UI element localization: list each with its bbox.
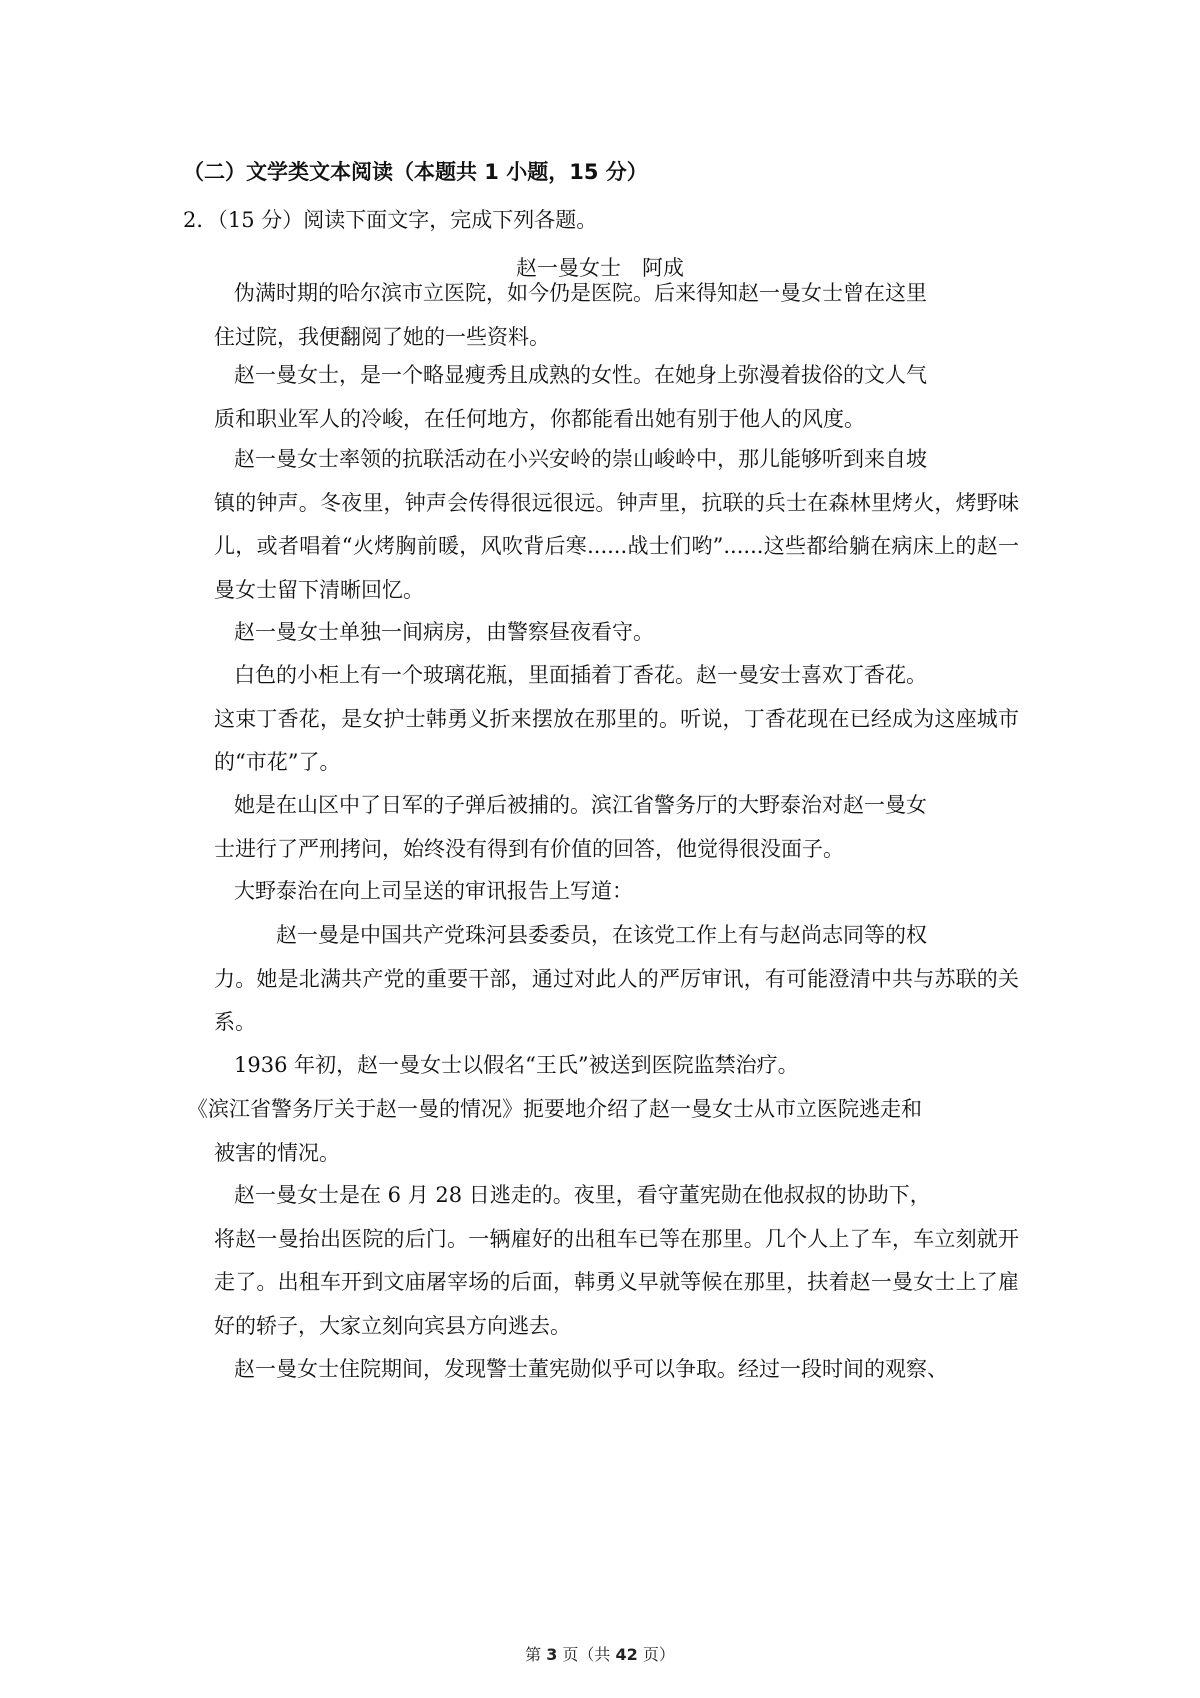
paragraph-first-line: 赵一曼女士率领的抗联活动在小兴安岭的崇山峻岭中，那儿能够听到来自坡 <box>234 447 927 471</box>
total-pages: 42 <box>615 1645 638 1664</box>
paragraph <box>214 1348 1019 1392</box>
paragraph-first-line: 1936 年初，赵一曼女士以假名“王氏”被送到医院监禁治疗。 <box>234 1053 799 1077</box>
paragraph <box>214 1044 1019 1088</box>
paragraph-first-line: 赵一曼女士住院期间，发现警士董宪勋似乎可以争取。经过一段时间的观察、 <box>234 1357 948 1381</box>
paragraph-first-line: 赵一曼女士，是一个略显瘦秀且成熟的女性。在她身上弥漫着拔俗的文人气 <box>234 363 927 387</box>
page-footer <box>0 1642 1200 1665</box>
section-heading: （二）文学类文本阅读（本题共 1 小题，15 分） <box>183 160 648 184</box>
paragraph-continuation: 住过院，我便翻阅了她的一些资料。 <box>214 324 550 349</box>
quoted-report <box>214 914 1019 1045</box>
paragraph-continuation: 镇的钟声。冬夜里，钟声会传得很远很远。钟声里，抗联的兵士在森林里烤火，烤野味儿，或者唱着“火烤胸前暖，风吹背后寒......战士们哟”......这些都给躺在病床上的赵一曼女士留下清晰回忆。 <box>214 490 1019 602</box>
question-prompt: 2．（15 分）阅读下面文字，完成下列各题。 <box>183 208 598 232</box>
paragraph-continuation: 质和职业军人的冷峻，在任何地方，你都能看出她有别于他人的风度。 <box>214 406 865 431</box>
paragraph-first-line: 伪满时期的哈尔滨市立医院，如今仍是医院。后来得知赵一曼女士曾在这里 <box>234 281 927 305</box>
paragraph <box>214 870 1019 914</box>
article-title: 赵一曼女士 阿成 <box>516 256 684 280</box>
paragraph-continuation: 力。她是北满共产党的重要干部，通过对此人的严厉审讯，有可能澄清中共与苏联的关系。 <box>214 966 1019 1034</box>
footer-middle: 页（共 <box>557 1645 616 1664</box>
paragraph-first-line: 《滨江省警务厅关于赵一曼的情况》扼要地介绍了赵一曼女士从市立医院逃走和 <box>187 1097 922 1121</box>
paragraph <box>214 438 1019 612</box>
footer-prefix: 第 <box>525 1645 547 1664</box>
paragraph-first-line: 白色的小柜上有一个玻璃花瓶，里面插着丁香花。赵一曼安士喜欢丁香花。 <box>234 663 927 687</box>
paragraph-continuation: 士进行了严刑拷问，始终没有得到有价值的回答，他觉得很没面子。 <box>214 836 844 861</box>
paragraph-continuation: 将赵一曼抬出医院的后门。一辆雇好的出租车已等在那里。几个人上了车，车立刻就开走了。出租车开到文庙屠宰场的后面，韩勇义早就等候在那里，扶着赵一曼女士上了雇好的轿子，大家立刻向宾县方向逃去。 <box>214 1226 1019 1338</box>
paragraph-first-line: 赵一曼女士单独一间病房，由警察昼夜看守。 <box>234 620 654 644</box>
footer-suffix: 页） <box>637 1645 675 1664</box>
page-number: 3 <box>546 1645 558 1664</box>
paragraph <box>214 784 1019 871</box>
paragraph <box>214 354 1019 441</box>
paragraph-continuation: 这束丁香花，是女护士韩勇义折来摆放在那里的。听说，丁香花现在已经成为这座城市的“市花”了。 <box>214 706 1019 774</box>
paragraph <box>214 611 1019 655</box>
paragraph-first-line: 她是在山区中了日军的子弹后被捕的。滨江省警务厅的大野泰治对赵一曼女 <box>234 793 927 817</box>
paragraph-continuation: 被害的情况。 <box>214 1140 340 1165</box>
paragraph-first-line: 赵一曼是中国共产党珠河县委委员，在该党工作上有与赵尚志同等的权 <box>276 923 927 947</box>
paragraph-first-line: 赵一曼女士是在 6 月 28 日逃走的。夜里，看守董宪勋在他叔叔的协助下， <box>234 1183 931 1207</box>
paragraph <box>214 1174 1019 1348</box>
paragraph <box>187 1088 1019 1175</box>
paragraph <box>214 654 1019 785</box>
paragraph-first-line: 大野泰治在向上司呈送的审讯报告上写道： <box>234 879 633 903</box>
paragraph <box>214 272 1019 359</box>
